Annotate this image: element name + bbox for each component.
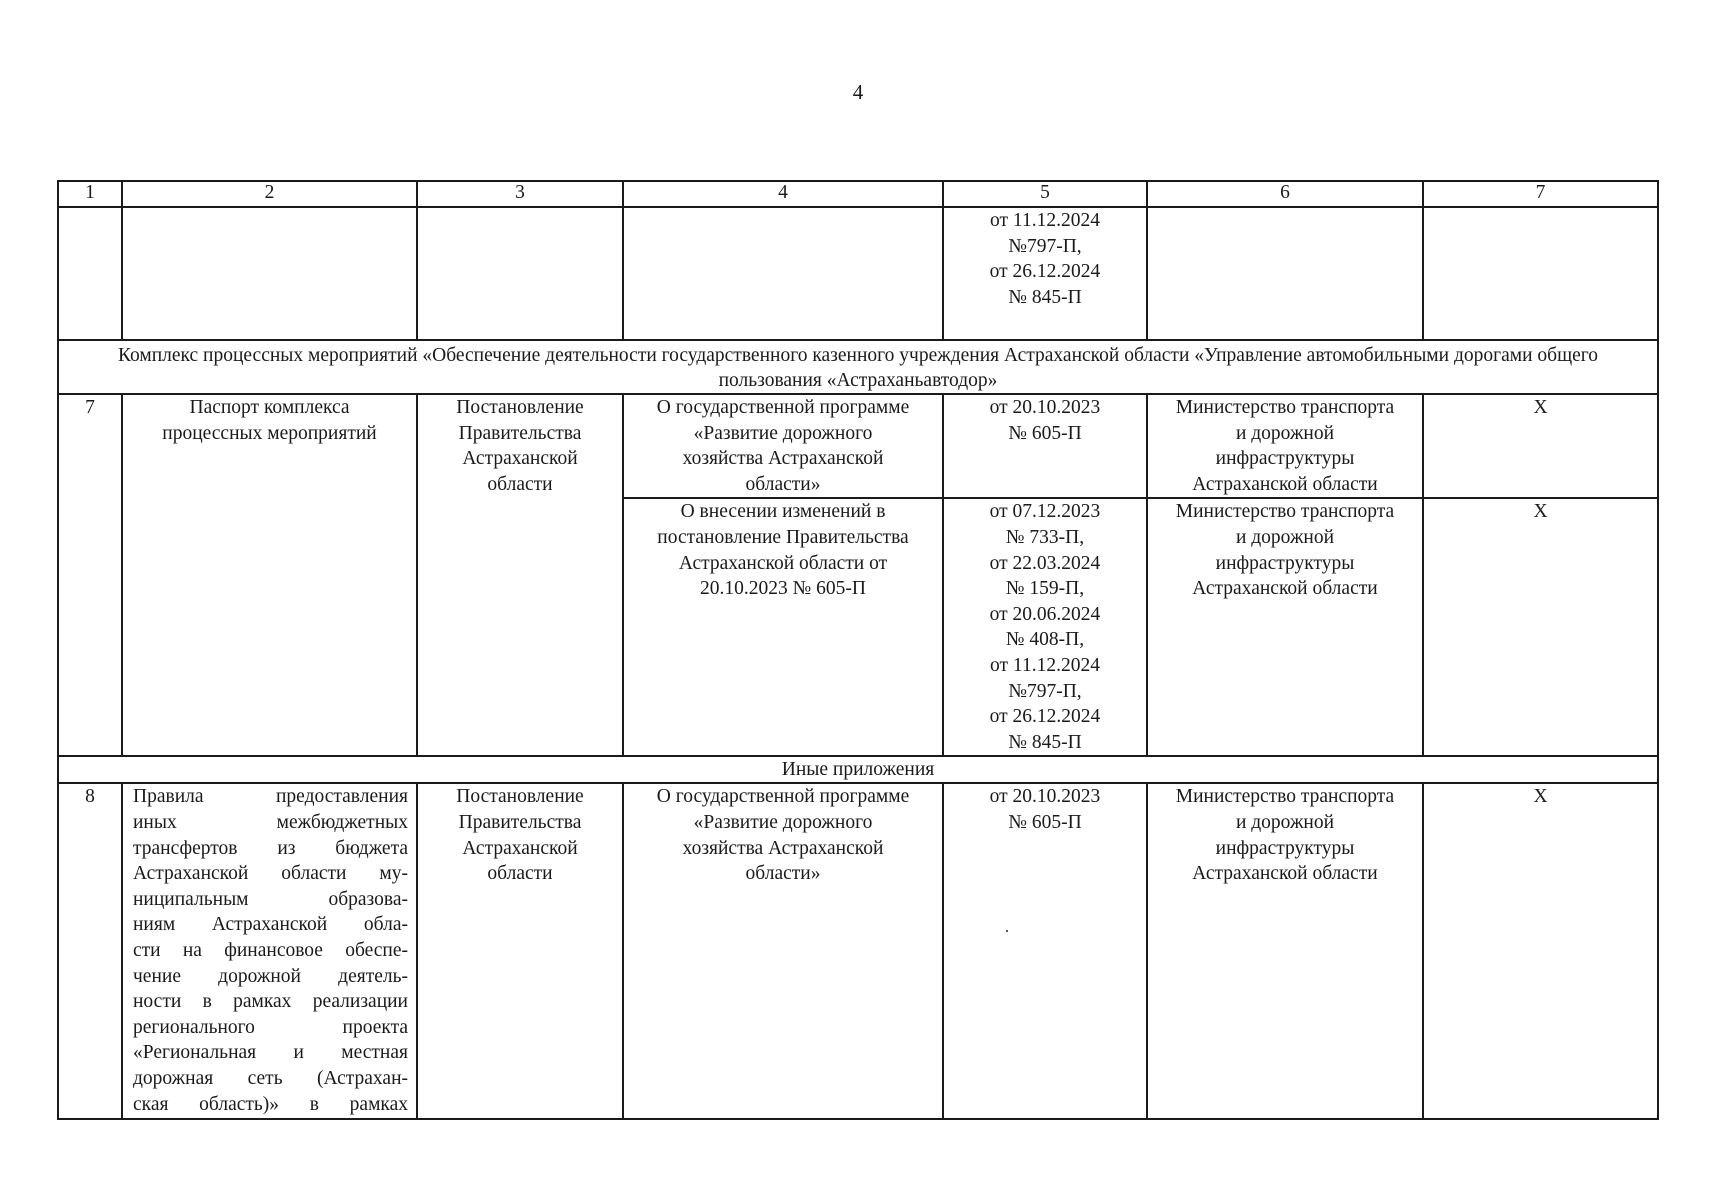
text-line: «Развитие дорожного [693,422,873,444]
header-col-5: 5 [943,181,1147,207]
text-line: № 605-П [1008,811,1082,833]
text-line: № 733-П, [1005,526,1085,548]
text-line: хозяйства Астраханской [682,837,884,859]
text-line: 20.10.2023 № 605-П [700,578,866,600]
text-line: № 408-П, [1005,629,1085,651]
text-line: области [487,863,553,885]
text-line: № 605-П [1008,422,1082,444]
text-line: Министерство транспорта [1175,397,1395,418]
text-line: и дорожной [1235,526,1335,548]
text-line: чение дорожной деятель- [133,965,408,987]
text-line: и дорожной [1235,422,1335,444]
text-line: Правительства [458,811,582,833]
document-name [122,394,417,756]
text-line: О государственной программе [656,786,910,808]
text-line: постановление Правительства [657,526,909,548]
text-line: Астраханской [462,448,578,470]
text-line: Астраханской области [1192,863,1378,885]
responsible-org [1147,394,1423,498]
text-line: Астраханской области от [678,552,888,574]
text-line: № 159-П, [1005,578,1085,600]
scan-speck [1006,930,1008,932]
document-title [623,783,943,1119]
document-date [943,394,1147,498]
header-row [58,181,1658,207]
table-row [58,783,1658,1119]
text-line: области» [745,863,821,885]
text-line: области» [745,473,821,495]
header-col-7: 7 [1423,181,1658,207]
text-line: хозяйства Астраханской [682,448,884,470]
text-line: инфраструктуры [1215,837,1355,859]
text-line: Министерство транспорта [1175,501,1395,523]
text-line: Министерство транспорта [1175,786,1395,808]
text-line: области [487,473,553,495]
text-line: от 26.12.2024 [989,706,1101,728]
text-line: Астраханской области [1192,473,1378,495]
text-line: инфраструктуры [1215,552,1355,574]
text-line: ности в рамках реализации [133,991,408,1013]
section-title-other: Иные приложения [58,756,1658,783]
text-line: иных межбюджетных [133,811,408,833]
document-date [943,498,1147,756]
document-date [943,783,1147,1119]
cell-empty [1423,207,1658,340]
table-row [58,394,1658,498]
cell-empty [58,207,122,340]
text-line: О государственной программе [656,397,910,418]
text-line: от 20.10.2023 [989,397,1101,418]
header-col-3: 3 [417,181,623,207]
text-line: №797-П, [1008,680,1082,702]
text-line: Правительства [458,422,582,444]
text-line: от 11.12.2024 [990,210,1100,231]
header-col-1: 1 [58,181,122,207]
section-row [58,340,1658,394]
document-title [623,498,943,756]
row-number: 8 [58,783,122,1119]
text-line: от 26.12.2024 [989,261,1101,283]
document-type [417,783,623,1119]
text-line: от 22.03.2024 [989,552,1101,574]
text-line: Правила предоставления [133,786,408,808]
cell-empty [623,207,943,340]
text-line: «Региональная и местная [133,1042,408,1064]
text-line: регионального проекта [133,1016,408,1038]
section-title-processes: Комплекс процессных мероприятий «Обеспечение деятельности государственного казенного учреждения Астраханской области «Управление автомобильными дорогами общего пользования «Астраханьавтодор» [58,340,1658,394]
cell-empty [1147,207,1423,340]
text-line: от 07.12.2023 [989,501,1101,523]
section-row [58,756,1658,783]
document-title [623,394,943,498]
responsible-org [1147,498,1423,756]
text-line: Постановление [456,786,584,808]
text-line: Астраханской области му- [133,863,408,885]
text-line: трансфертов из бюджета [133,837,408,859]
text-line: ниципальным образова- [133,888,408,910]
text-line: О внесении изменений в [680,501,886,523]
continuation-row [58,207,1658,340]
text-line: процессных мероприятий [162,422,377,444]
header-col-4: 4 [623,181,943,207]
text-line: от 11.12.2024 [990,654,1100,676]
mark-cell: X [1423,394,1658,498]
text-line: сти на финансовое обеспе- [133,939,408,961]
text-line: и дорожной [1235,811,1335,833]
text-line: ская область)» в рамках [133,1093,408,1115]
cell-empty [417,207,623,340]
text-line: Астраханской области [1192,578,1378,600]
mark-cell: X [1423,783,1658,1119]
text-line: инфраструктуры [1215,448,1355,470]
header-col-6: 6 [1147,181,1423,207]
mark-cell: X [1423,498,1658,756]
registry-table [57,180,1659,1120]
document-name [122,783,417,1119]
text-line: Астраханской [462,837,578,859]
header-col-2: 2 [122,181,417,207]
page-number: 4 [852,80,864,104]
text-line: дорожная сеть (Астрахан- [133,1067,408,1089]
text-line: №797-П, [1008,235,1082,257]
text-line: от 20.06.2024 [989,603,1101,625]
text-line: Постановление [456,397,584,418]
continuation-dates [943,207,1147,340]
text-line: № 845-П [1008,286,1082,308]
text-line: «Развитие дорожного [693,811,873,833]
row-number: 7 [58,394,122,756]
text-line: Паспорт комплекса [189,397,350,418]
responsible-org [1147,783,1423,1119]
text-line: № 845-П [1008,731,1082,753]
text-line: от 20.10.2023 [989,786,1101,808]
cell-empty [122,207,417,340]
document-type [417,394,623,756]
text-line: ниям Астраханской обла- [133,914,408,936]
